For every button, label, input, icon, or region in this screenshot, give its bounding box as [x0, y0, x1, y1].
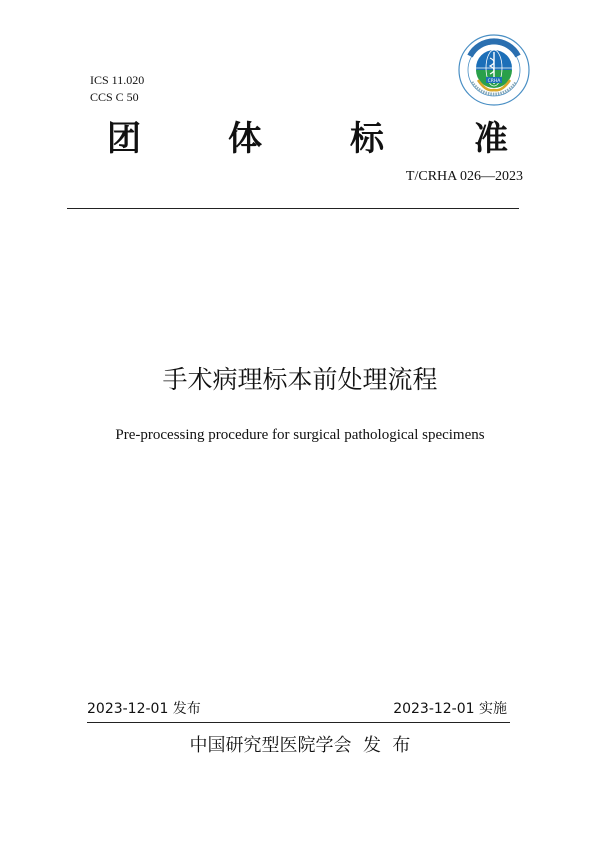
title-en: Pre-processing procedure for surgical pathological specimens — [115, 427, 485, 443]
issue-date: 2023-12-01 发布 — [87, 701, 201, 717]
organization-logo — [458, 34, 530, 106]
standard-type-char-2: 体 — [228, 119, 262, 159]
standard-type-char-4: 准 — [474, 119, 508, 159]
svg-text:CRHA: CRHA — [487, 79, 501, 84]
title-cn: 手术病理标本前处理流程 — [162, 365, 438, 394]
header-divider — [67, 208, 519, 209]
standard-type-char-3: 标 — [350, 119, 384, 159]
footer-divider — [87, 722, 510, 723]
ccs-code: CCS C 50 — [90, 90, 139, 104]
implement-date: 2023-12-01 实施 — [393, 701, 507, 717]
publisher: 中国研究型医院学会 发 布 — [189, 735, 411, 756]
standard-type-char-1: 团 — [107, 119, 141, 159]
standard-number: T/CRHA 026—2023 — [405, 169, 523, 184]
ics-code: ICS 11.020 — [90, 73, 145, 87]
